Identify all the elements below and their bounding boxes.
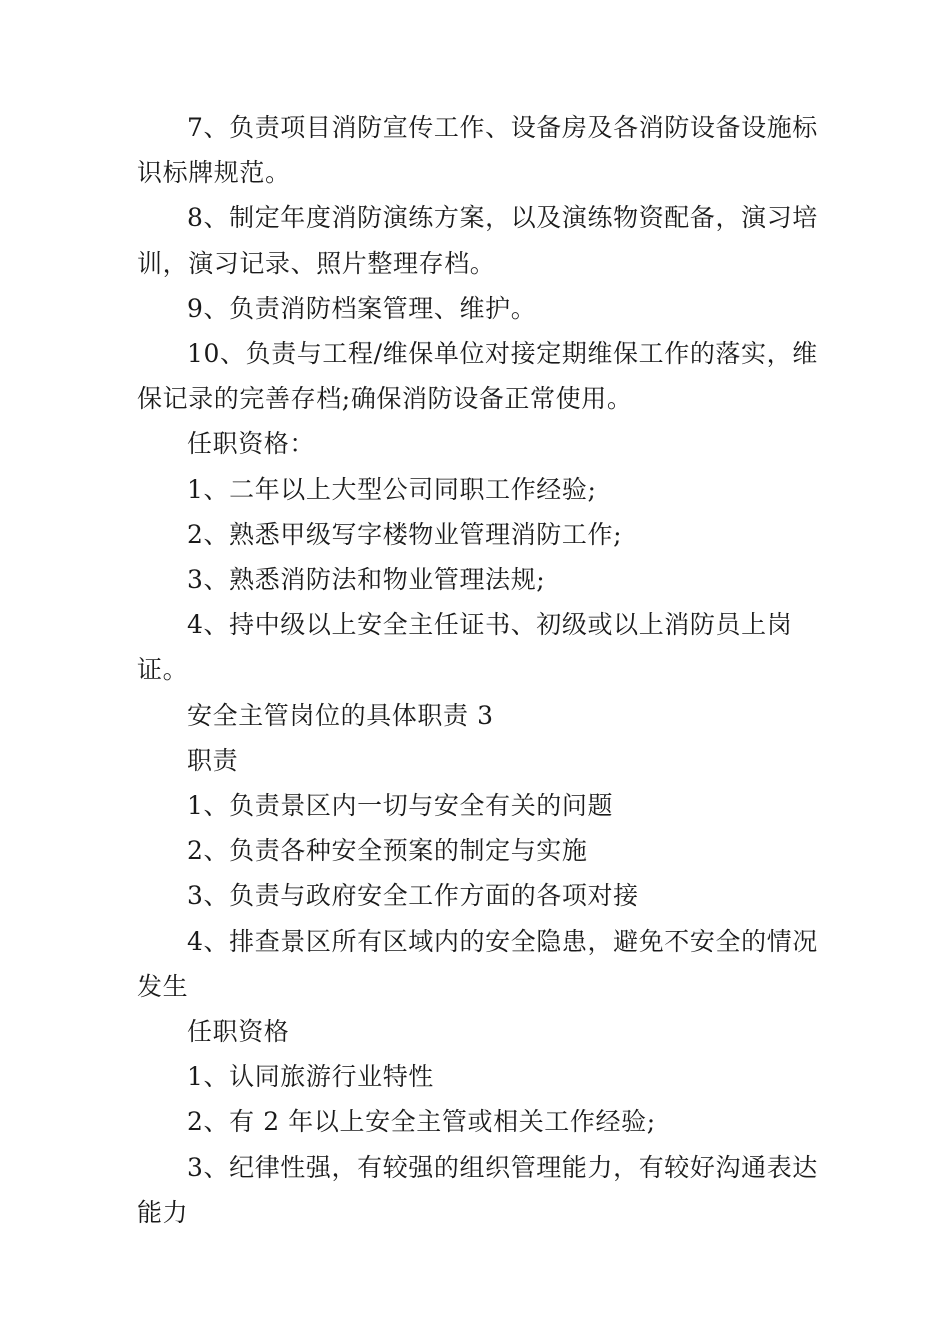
- section-heading-qualifications-2: 任职资格: [187, 1017, 290, 1047]
- qualification-item-3: 3、熟悉消防法和物业管理法规;: [187, 565, 546, 595]
- duty-item-1: 1、负责景区内一切与安全有关的问题: [187, 791, 614, 821]
- section-title-safety-supervisor-3: 安全主管岗位的具体职责 3: [187, 700, 494, 730]
- duty-item-3: 3、负责与政府安全工作方面的各项对接: [187, 881, 639, 911]
- qualification-2-item-2: 2、有 2 年以上安全主管或相关工作经验;: [187, 1107, 656, 1137]
- duty-item-2: 2、负责各种安全预案的制定与实施: [187, 836, 588, 866]
- qualification-item-4: 4、持中级以上安全主任证书、初级或以上消防员上岗证。: [137, 610, 793, 685]
- paragraph-duty-9: 9、负责消防档案管理、维护。: [187, 293, 537, 323]
- section-heading-qualifications: 任职资格：: [187, 429, 316, 459]
- document-body: [137, 105, 827, 1235]
- section-heading-duties: 职责: [187, 745, 239, 775]
- paragraph-duty-10: 10、负责与工程/维保单位对接定期维保工作的落实，维保记录的完善存档;确保消防设备正常使用。: [137, 339, 818, 414]
- duty-item-4: 4、排查景区所有区域内的安全隐患，避免不安全的情况发生: [137, 926, 818, 1001]
- qualification-item-2: 2、熟悉甲级写字楼物业管理消防工作;: [187, 519, 623, 549]
- qualification-2-item-1: 1、认同旅游行业特性: [187, 1062, 434, 1092]
- qualification-2-item-3: 3、纪律性强，有较强的组织管理能力，有较好沟通表达能力: [137, 1152, 818, 1227]
- paragraph-duty-7: 7、负责项目消防宣传工作、设备房及各消防设备设施标识标牌规范。: [137, 113, 818, 188]
- qualification-item-1: 1、二年以上大型公司同职工作经验;: [187, 474, 597, 504]
- paragraph-duty-8: 8、制定年度消防演练方案，以及演练物资配备，演习培训，演习记录、照片整理存档。: [137, 203, 818, 278]
